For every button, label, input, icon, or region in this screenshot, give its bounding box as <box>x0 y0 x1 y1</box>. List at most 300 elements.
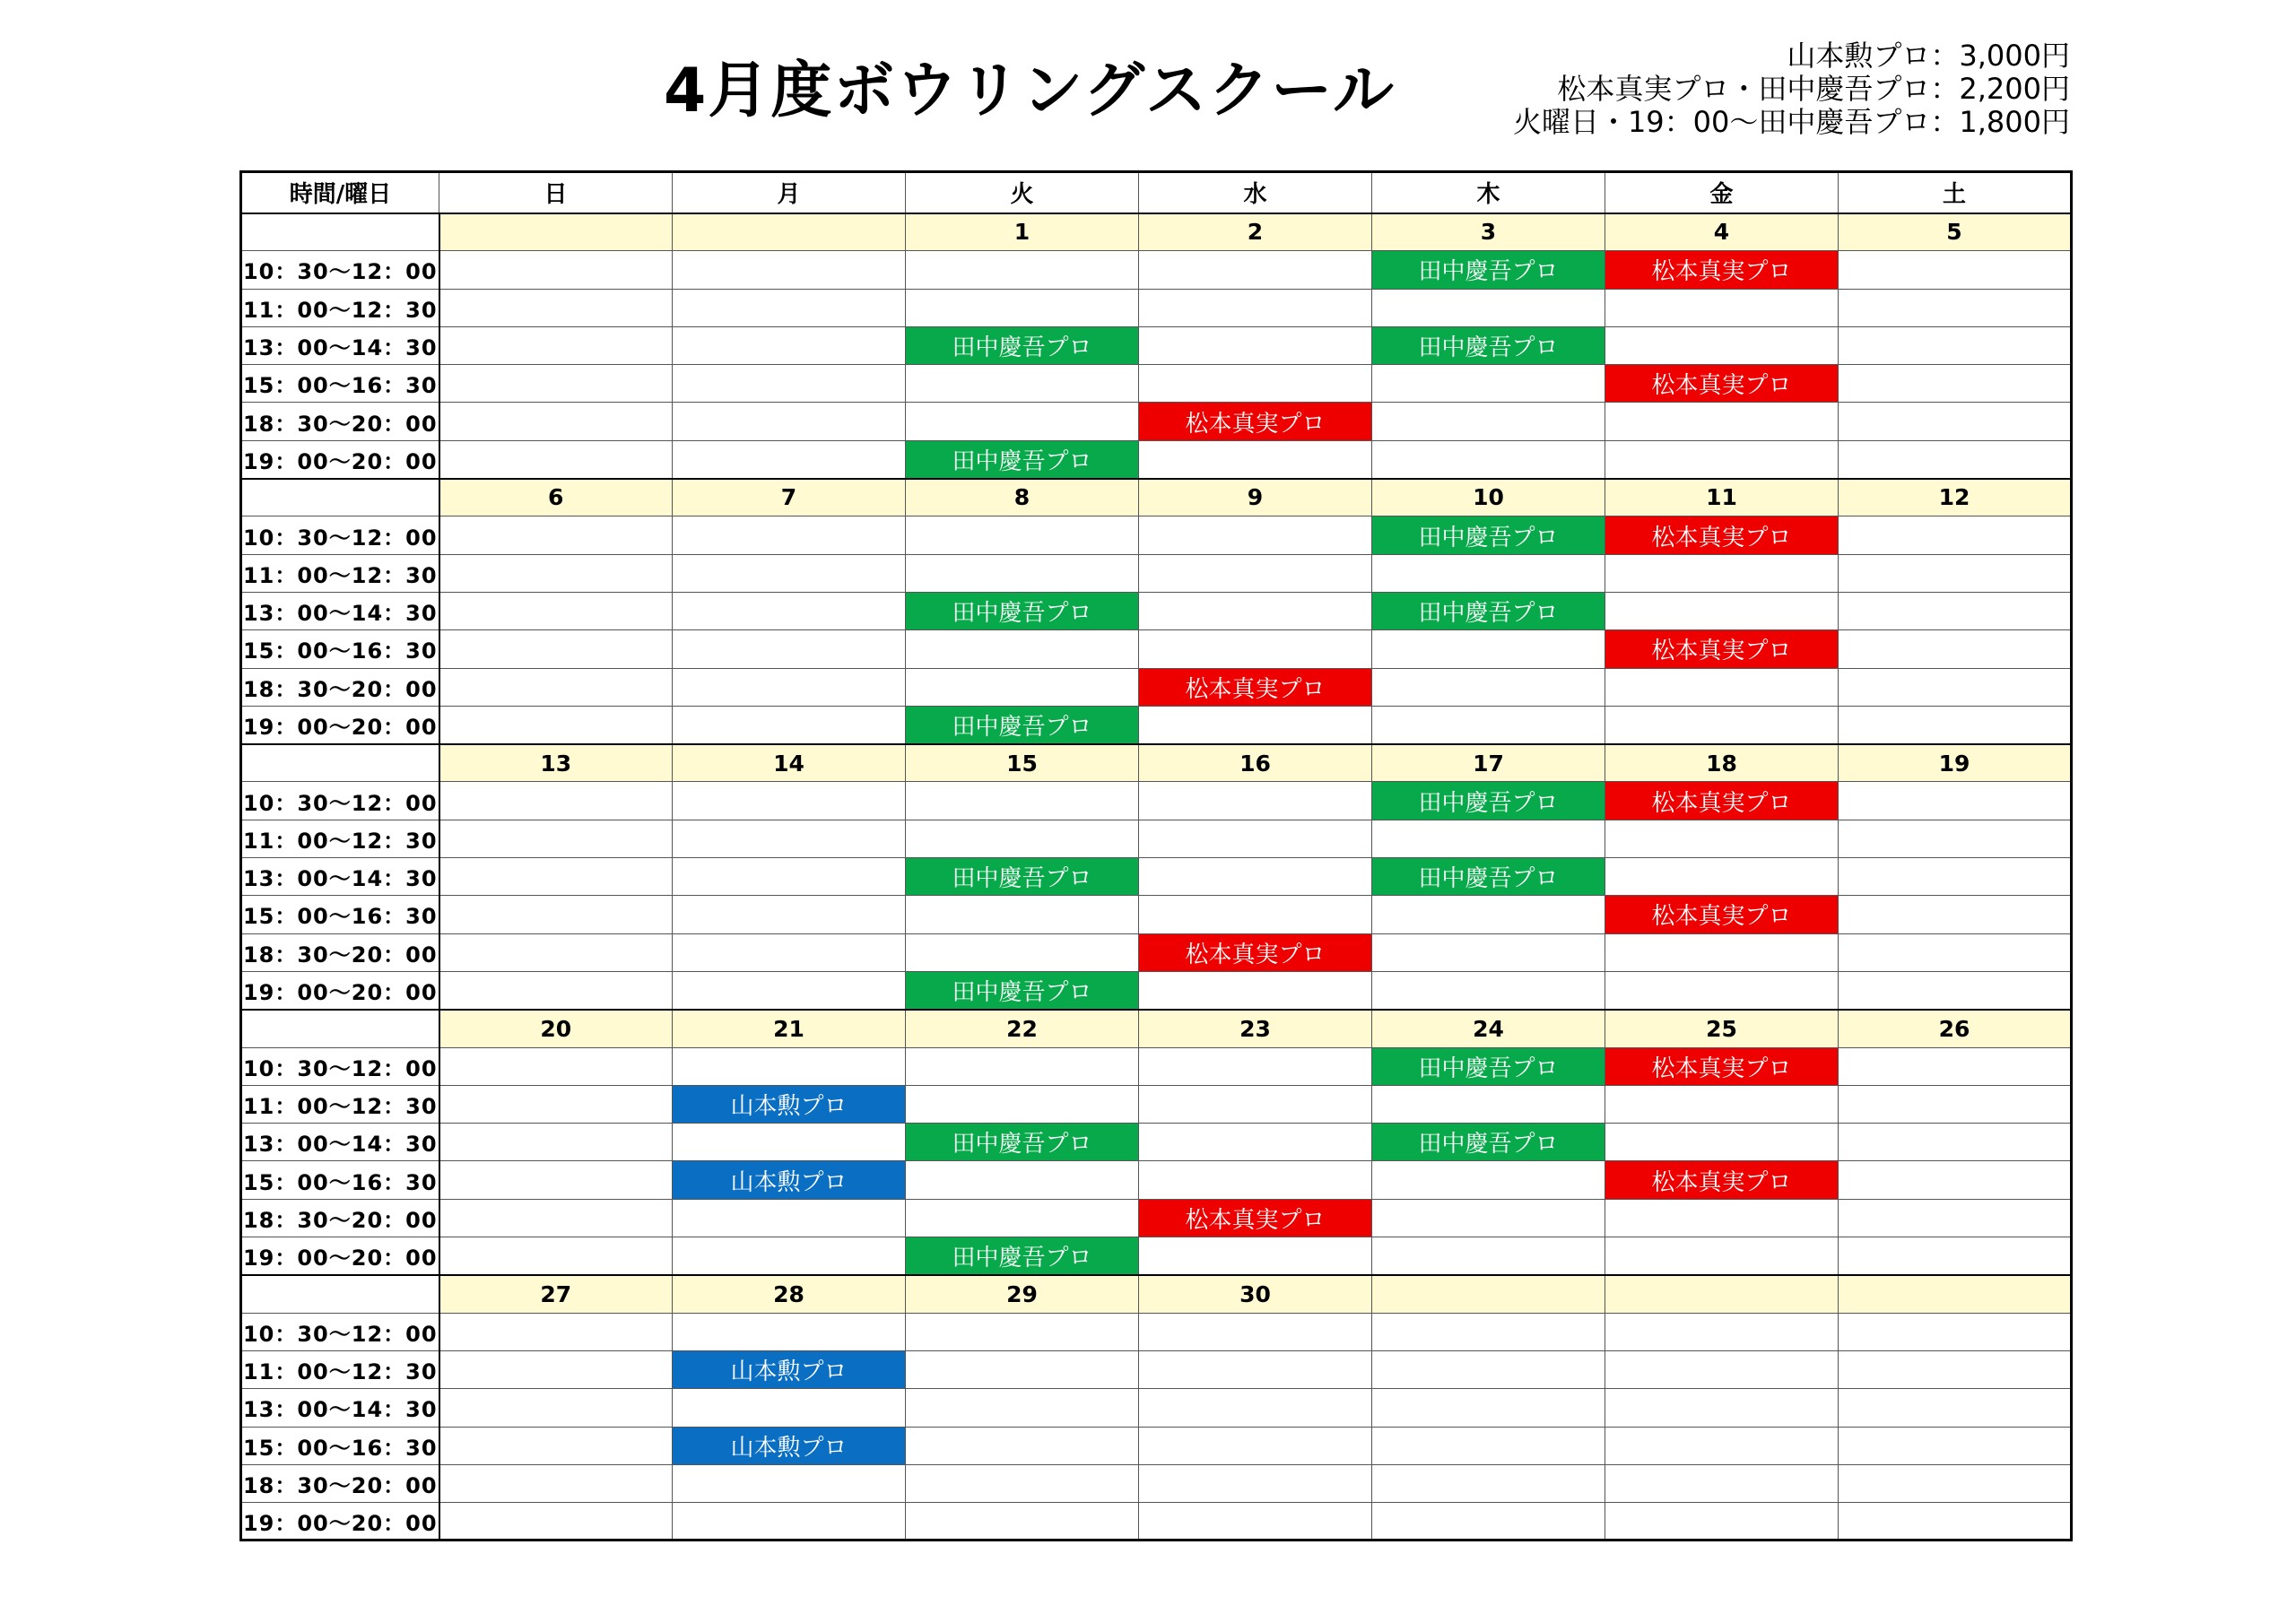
date-cell: 14 <box>673 744 906 782</box>
empty-cell <box>673 820 906 857</box>
empty-cell <box>1605 933 1839 971</box>
empty-cell <box>1372 403 1605 440</box>
lesson-cell[interactable]: 田中慶吾プロ <box>906 440 1139 478</box>
empty-cell <box>439 440 673 478</box>
empty-cell <box>1605 971 1839 1009</box>
time-slot-row <box>241 1237 2072 1275</box>
header-thu: 木 <box>1372 172 1605 213</box>
empty-cell <box>439 1199 673 1237</box>
empty-cell <box>673 440 906 478</box>
time-slot-label: 13：00〜14：30 <box>241 858 439 896</box>
empty-cell <box>439 971 673 1009</box>
empty-cell <box>439 630 673 668</box>
empty-cell <box>673 1199 906 1237</box>
empty-cell <box>906 554 1139 592</box>
time-slot-label: 11：00〜12：30 <box>241 1350 439 1388</box>
empty-cell <box>1372 1350 1605 1388</box>
empty-cell <box>1605 1199 1839 1237</box>
empty-cell <box>673 516 906 554</box>
empty-cell <box>1139 896 1372 933</box>
week-date-row <box>241 479 2072 516</box>
time-slot-row <box>241 782 2072 820</box>
empty-cell <box>439 1313 673 1350</box>
empty-cell <box>906 1389 1139 1427</box>
empty-cell <box>673 326 906 364</box>
empty-cell <box>1605 1237 1839 1275</box>
empty-cell <box>1839 403 2072 440</box>
empty-cell <box>1139 1389 1372 1427</box>
empty-cell <box>1605 1427 1839 1464</box>
empty-cell <box>439 1237 673 1275</box>
empty-cell <box>673 1313 906 1350</box>
time-slot-row <box>241 251 2072 289</box>
time-slot-row <box>241 554 2072 592</box>
empty-cell <box>673 554 906 592</box>
empty-cell <box>1139 516 1372 554</box>
week-date-row <box>241 213 2072 251</box>
empty-cell <box>1372 1161 1605 1199</box>
lesson-cell[interactable]: 松本真実プロ <box>1605 1047 1839 1085</box>
time-slot-row <box>241 326 2072 364</box>
empty-cell <box>1605 403 1839 440</box>
empty-cell <box>439 1047 673 1085</box>
price-list <box>1513 39 2070 139</box>
empty-cell <box>439 933 673 971</box>
empty-cell <box>673 1237 906 1275</box>
schedule-body <box>241 213 2072 1541</box>
header-mon: 月 <box>673 172 906 213</box>
time-slot-label: 11：00〜12：30 <box>241 554 439 592</box>
empty-cell <box>1139 326 1372 364</box>
empty-cell <box>1372 1503 1605 1541</box>
empty-cell <box>906 630 1139 668</box>
date-cell: 21 <box>673 1010 906 1047</box>
empty-cell <box>1839 1464 2072 1502</box>
date-cell: 8 <box>906 479 1139 516</box>
lesson-cell[interactable]: 田中慶吾プロ <box>906 858 1139 896</box>
empty-cell <box>1372 896 1605 933</box>
empty-cell <box>1839 971 2072 1009</box>
empty-cell <box>1605 858 1839 896</box>
price-matsumoto-tanaka: 松本真実プロ・田中慶吾プロ：2,200円 <box>1557 72 2070 106</box>
lesson-cell[interactable]: 山本勲プロ <box>673 1161 906 1199</box>
time-slot-row <box>241 516 2072 554</box>
date-cell: 5 <box>1839 213 2072 251</box>
empty-cell <box>1605 706 1839 743</box>
empty-cell <box>906 1313 1139 1350</box>
time-slot-label: 13：00〜14：30 <box>241 1389 439 1427</box>
time-slot-row <box>241 668 2072 706</box>
empty-cell <box>1839 1503 2072 1541</box>
empty-cell <box>1139 1161 1372 1199</box>
empty-cell <box>906 289 1139 326</box>
empty-cell <box>1372 706 1605 743</box>
empty-cell <box>906 365 1139 403</box>
empty-cell <box>906 1427 1139 1464</box>
lesson-cell[interactable]: 田中慶吾プロ <box>1372 516 1605 554</box>
time-slot-label: 11：00〜12：30 <box>241 289 439 326</box>
empty-cell <box>1839 440 2072 478</box>
lesson-cell[interactable]: 松本真実プロ <box>1605 251 1839 289</box>
empty-cell <box>673 1503 906 1541</box>
empty-cell <box>1139 971 1372 1009</box>
empty-cell <box>1372 1085 1605 1123</box>
empty-cell <box>439 251 673 289</box>
empty-cell <box>906 516 1139 554</box>
time-slot-label: 13：00〜14：30 <box>241 326 439 364</box>
time-slot-row <box>241 1350 2072 1388</box>
empty-cell <box>1605 1313 1839 1350</box>
empty-cell <box>906 1161 1139 1199</box>
empty-cell <box>1605 1350 1839 1388</box>
empty-cell <box>1372 971 1605 1009</box>
lesson-cell[interactable]: 田中慶吾プロ <box>906 706 1139 743</box>
header-sun: 日 <box>439 172 673 213</box>
date-cell: 18 <box>1605 744 1839 782</box>
empty-cell <box>673 706 906 743</box>
empty-cell <box>906 1047 1139 1085</box>
empty-cell <box>673 1464 906 1502</box>
empty-cell <box>1139 820 1372 857</box>
empty-cell <box>1839 933 2072 971</box>
date-cell: 9 <box>1139 479 1372 516</box>
empty-cell <box>673 1389 906 1427</box>
empty-cell <box>673 592 906 629</box>
date-row-label <box>241 1010 439 1047</box>
empty-cell <box>906 668 1139 706</box>
lesson-cell[interactable]: 田中慶吾プロ <box>906 1124 1139 1161</box>
week-date-row <box>241 744 2072 782</box>
empty-cell <box>1605 1389 1839 1427</box>
empty-cell <box>439 858 673 896</box>
time-slot-label: 15：00〜16：30 <box>241 1427 439 1464</box>
time-slot-label: 19：00〜20：00 <box>241 706 439 743</box>
time-slot-label: 11：00〜12：30 <box>241 820 439 857</box>
time-slot-label: 13：00〜14：30 <box>241 1124 439 1161</box>
price-tuesday-tanaka: 火曜日・19：00〜田中慶吾プロ：1,800円 <box>1512 105 2070 139</box>
lesson-cell[interactable]: 松本真実プロ <box>1139 1199 1372 1237</box>
empty-cell <box>439 554 673 592</box>
time-slot-row <box>241 971 2072 1009</box>
lesson-cell[interactable]: 松本真実プロ <box>1139 668 1372 706</box>
time-slot-label: 18：30〜20：00 <box>241 1464 439 1502</box>
time-slot-label: 18：30〜20：00 <box>241 668 439 706</box>
date-cell <box>1372 1275 1605 1313</box>
header-row <box>241 172 2072 213</box>
time-slot-label: 19：00〜20：00 <box>241 971 439 1009</box>
time-slot-row <box>241 289 2072 326</box>
date-cell: 7 <box>673 479 906 516</box>
empty-cell <box>1372 365 1605 403</box>
time-slot-label: 10：30〜12：00 <box>241 782 439 820</box>
time-slot-row <box>241 933 2072 971</box>
empty-cell <box>1372 630 1605 668</box>
time-slot-row <box>241 1389 2072 1427</box>
lesson-cell[interactable]: 松本真実プロ <box>1139 403 1372 440</box>
empty-cell <box>1372 1427 1605 1464</box>
time-slot-row <box>241 706 2072 743</box>
empty-cell <box>1839 820 2072 857</box>
time-slot-label: 10：30〜12：00 <box>241 516 439 554</box>
lesson-cell[interactable]: 松本真実プロ <box>1605 896 1839 933</box>
empty-cell <box>1139 1237 1372 1275</box>
empty-cell <box>439 1161 673 1199</box>
empty-cell <box>1372 289 1605 326</box>
time-slot-row <box>241 1161 2072 1199</box>
empty-cell <box>1139 554 1372 592</box>
time-slot-label: 19：00〜20：00 <box>241 1503 439 1541</box>
date-cell: 15 <box>906 744 1139 782</box>
lesson-cell[interactable]: 田中慶吾プロ <box>1372 1047 1605 1085</box>
header-fri: 金 <box>1605 172 1839 213</box>
price-yamamoto: 山本勲プロ：3,000円 <box>1787 39 2070 73</box>
lesson-cell[interactable]: 松本真実プロ <box>1605 782 1839 820</box>
time-slot-row <box>241 403 2072 440</box>
lesson-cell[interactable]: 松本真実プロ <box>1605 630 1839 668</box>
empty-cell <box>673 289 906 326</box>
date-cell: 10 <box>1372 479 1605 516</box>
time-slot-label: 15：00〜16：30 <box>241 1161 439 1199</box>
schedule-table <box>239 170 2073 1541</box>
header-tue: 火 <box>906 172 1139 213</box>
empty-cell <box>1839 1389 2072 1427</box>
empty-cell <box>439 516 673 554</box>
time-slot-label: 15：00〜16：30 <box>241 365 439 403</box>
empty-cell <box>1139 858 1372 896</box>
lesson-cell[interactable]: 山本勲プロ <box>673 1427 906 1464</box>
date-cell: 11 <box>1605 479 1839 516</box>
empty-cell <box>1839 592 2072 629</box>
empty-cell <box>1139 251 1372 289</box>
empty-cell <box>1839 782 2072 820</box>
empty-cell <box>906 933 1139 971</box>
empty-cell <box>1139 289 1372 326</box>
lesson-cell[interactable]: 田中慶吾プロ <box>1372 326 1605 364</box>
time-slot-label: 18：30〜20：00 <box>241 933 439 971</box>
lesson-cell[interactable]: 山本勲プロ <box>673 1350 906 1388</box>
empty-cell <box>1839 1124 2072 1161</box>
time-slot-row <box>241 1124 2072 1161</box>
lesson-cell[interactable]: 田中慶吾プロ <box>1372 858 1605 896</box>
time-slot-row <box>241 896 2072 933</box>
empty-cell <box>1839 289 2072 326</box>
empty-cell <box>1139 1313 1372 1350</box>
empty-cell <box>439 668 673 706</box>
empty-cell <box>1605 668 1839 706</box>
empty-cell <box>1839 251 2072 289</box>
empty-cell <box>1839 1047 2072 1085</box>
empty-cell <box>1839 858 2072 896</box>
empty-cell <box>1139 1427 1372 1464</box>
empty-cell <box>673 403 906 440</box>
lesson-cell[interactable]: 田中慶吾プロ <box>1372 592 1605 629</box>
header-sat: 土 <box>1839 172 2072 213</box>
empty-cell <box>1839 554 2072 592</box>
time-slot-label: 15：00〜16：30 <box>241 630 439 668</box>
empty-cell <box>1839 706 2072 743</box>
time-slot-row <box>241 1199 2072 1237</box>
lesson-cell[interactable]: 田中慶吾プロ <box>906 971 1139 1009</box>
empty-cell <box>1139 1124 1372 1161</box>
time-slot-row <box>241 440 2072 478</box>
empty-cell <box>673 630 906 668</box>
empty-cell <box>1139 440 1372 478</box>
empty-cell <box>1839 1085 2072 1123</box>
empty-cell <box>1605 1464 1839 1502</box>
lesson-cell[interactable]: 松本真実プロ <box>1139 933 1372 971</box>
date-cell: 27 <box>439 1275 673 1313</box>
empty-cell <box>1139 1464 1372 1502</box>
date-cell: 25 <box>1605 1010 1839 1047</box>
time-slot-label: 19：00〜20：00 <box>241 440 439 478</box>
empty-cell <box>1372 1199 1605 1237</box>
lesson-cell[interactable]: 田中慶吾プロ <box>906 326 1139 364</box>
time-slot-label: 10：30〜12：00 <box>241 1047 439 1085</box>
empty-cell <box>673 896 906 933</box>
empty-cell <box>1839 630 2072 668</box>
empty-cell <box>673 251 906 289</box>
time-slot-row <box>241 1313 2072 1350</box>
empty-cell <box>1372 668 1605 706</box>
empty-cell <box>1605 1503 1839 1541</box>
date-cell <box>673 213 906 251</box>
lesson-cell[interactable]: 田中慶吾プロ <box>1372 1124 1605 1161</box>
empty-cell <box>1839 896 2072 933</box>
date-row-label <box>241 479 439 516</box>
empty-cell <box>1605 289 1839 326</box>
empty-cell <box>906 251 1139 289</box>
empty-cell <box>1372 933 1605 971</box>
empty-cell <box>673 365 906 403</box>
time-slot-label: 18：30〜20：00 <box>241 1199 439 1237</box>
empty-cell <box>439 592 673 629</box>
empty-cell <box>1139 365 1372 403</box>
date-cell: 13 <box>439 744 673 782</box>
time-slot-row <box>241 1464 2072 1502</box>
empty-cell <box>1839 1427 2072 1464</box>
lesson-cell[interactable]: 松本真実プロ <box>1605 516 1839 554</box>
date-row-label <box>241 1275 439 1313</box>
time-slot-row <box>241 630 2072 668</box>
empty-cell <box>1839 326 2072 364</box>
date-cell: 30 <box>1139 1275 1372 1313</box>
empty-cell <box>439 365 673 403</box>
empty-cell <box>1605 820 1839 857</box>
empty-cell <box>1605 1085 1839 1123</box>
lesson-cell[interactable]: 田中慶吾プロ <box>906 592 1139 629</box>
empty-cell <box>1839 1313 2072 1350</box>
empty-cell <box>906 403 1139 440</box>
date-cell: 28 <box>673 1275 906 1313</box>
empty-cell <box>906 1503 1139 1541</box>
date-cell: 3 <box>1372 213 1605 251</box>
date-cell: 19 <box>1839 744 2072 782</box>
empty-cell <box>1372 554 1605 592</box>
time-slot-row <box>241 820 2072 857</box>
time-slot-row <box>241 365 2072 403</box>
lesson-cell[interactable]: 山本勲プロ <box>673 1085 906 1123</box>
empty-cell <box>439 289 673 326</box>
empty-cell <box>1372 440 1605 478</box>
empty-cell <box>439 1427 673 1464</box>
date-cell <box>439 213 673 251</box>
time-slot-label: 19：00〜20：00 <box>241 1237 439 1275</box>
empty-cell <box>1605 592 1839 629</box>
date-cell: 6 <box>439 479 673 516</box>
page-title: 4月度ボウリングスクール <box>664 56 1396 126</box>
date-cell: 22 <box>906 1010 1139 1047</box>
empty-cell <box>1139 1503 1372 1541</box>
empty-cell <box>439 1503 673 1541</box>
header-time-day: 時間/曜日 <box>241 172 439 213</box>
empty-cell <box>439 1389 673 1427</box>
week-date-row <box>241 1275 2072 1313</box>
empty-cell <box>673 971 906 1009</box>
empty-cell <box>1372 1237 1605 1275</box>
empty-cell <box>1839 1199 2072 1237</box>
empty-cell <box>1139 592 1372 629</box>
empty-cell <box>673 1124 906 1161</box>
empty-cell <box>906 1199 1139 1237</box>
date-cell <box>1839 1275 2072 1313</box>
empty-cell <box>1139 1047 1372 1085</box>
empty-cell <box>906 896 1139 933</box>
date-cell: 17 <box>1372 744 1605 782</box>
date-cell: 20 <box>439 1010 673 1047</box>
empty-cell <box>439 706 673 743</box>
empty-cell <box>906 1464 1139 1502</box>
time-slot-label: 15：00〜16：30 <box>241 896 439 933</box>
empty-cell <box>1839 668 2072 706</box>
empty-cell <box>673 858 906 896</box>
empty-cell <box>906 1350 1139 1388</box>
empty-cell <box>906 820 1139 857</box>
empty-cell <box>439 1124 673 1161</box>
time-slot-row <box>241 1503 2072 1541</box>
empty-cell <box>1372 1313 1605 1350</box>
empty-cell <box>673 668 906 706</box>
date-cell: 2 <box>1139 213 1372 251</box>
empty-cell <box>673 933 906 971</box>
empty-cell <box>906 1085 1139 1123</box>
empty-cell <box>1139 782 1372 820</box>
empty-cell <box>1139 706 1372 743</box>
date-cell: 16 <box>1139 744 1372 782</box>
lesson-cell[interactable]: 田中慶吾プロ <box>1372 251 1605 289</box>
empty-cell <box>1605 326 1839 364</box>
empty-cell <box>439 782 673 820</box>
lesson-cell[interactable]: 松本真実プロ <box>1605 1161 1839 1199</box>
date-cell: 12 <box>1839 479 2072 516</box>
empty-cell <box>1372 1464 1605 1502</box>
lesson-cell[interactable]: 田中慶吾プロ <box>906 1237 1139 1275</box>
date-cell: 26 <box>1839 1010 2072 1047</box>
empty-cell <box>1605 1124 1839 1161</box>
time-slot-label: 13：00〜14：30 <box>241 592 439 629</box>
time-slot-label: 10：30〜12：00 <box>241 251 439 289</box>
empty-cell <box>439 1350 673 1388</box>
week-date-row <box>241 1010 2072 1047</box>
time-slot-label: 18：30〜20：00 <box>241 403 439 440</box>
time-slot-row <box>241 592 2072 629</box>
header-wed: 水 <box>1139 172 1372 213</box>
lesson-cell[interactable]: 田中慶吾プロ <box>1372 782 1605 820</box>
empty-cell <box>439 326 673 364</box>
empty-cell <box>1372 1389 1605 1427</box>
lesson-cell[interactable]: 松本真実プロ <box>1605 365 1839 403</box>
empty-cell <box>673 1047 906 1085</box>
empty-cell <box>1839 1161 2072 1199</box>
